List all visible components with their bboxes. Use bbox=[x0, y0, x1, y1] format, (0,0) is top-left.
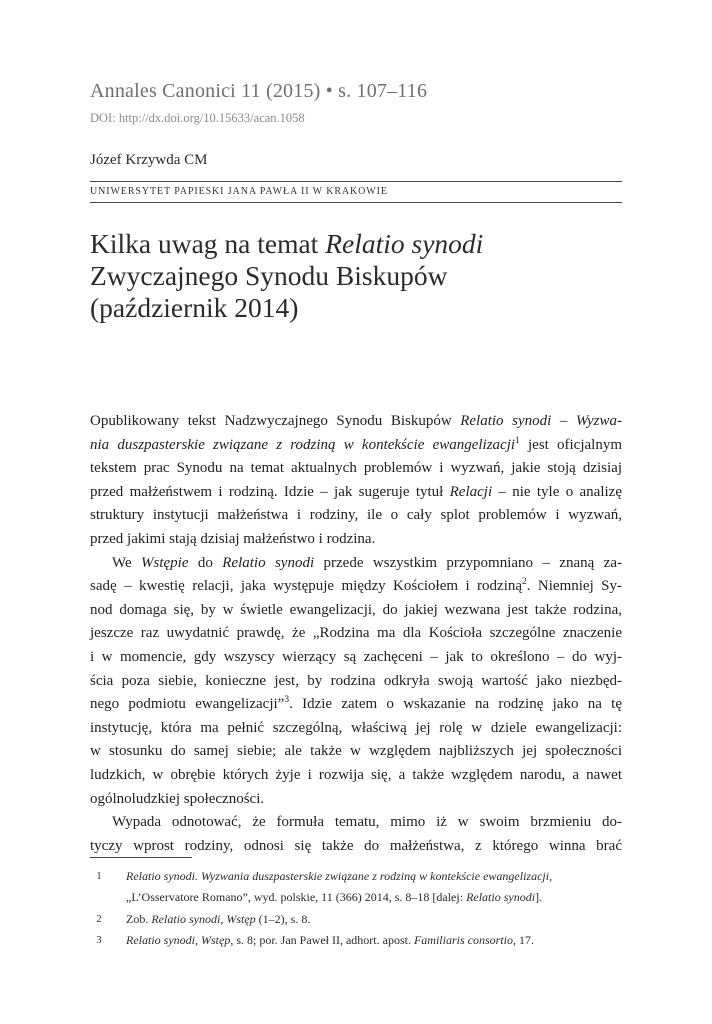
body-line: i w momencie, gdy wszyscy wierzący są zachęceni – jak to określono – do wyj- bbox=[90, 648, 622, 665]
body-line: We Wstępie do Relatio synodi przede wszystkim przypomniano – znaną za- bbox=[112, 554, 622, 571]
body-line: nia duszpasterskie związane z rodziną w kontekście ewangelizacji$^1$ jest oficjalnym bbox=[90, 435, 622, 453]
footnotes bbox=[90, 866, 632, 952]
body-line: nod domaga się, by w świetle ewangelizacji, do jakiej wezwana jest także rodzina, bbox=[90, 601, 622, 618]
body-line: ludzkich, w obrębie których żyje i rozwija się, a także względem narodu, a nawet bbox=[90, 766, 622, 783]
header-rule-top bbox=[90, 181, 622, 182]
body-line: ścia poza siebie, konieczne jest, by rodzina odkryła swoją wartość jako niezbęd- bbox=[90, 672, 622, 689]
author-affiliation: UNIWERSYTET PAPIESKI JANA PAWŁA II W KRAKOWIE bbox=[90, 186, 388, 197]
body-line: Opublikowany tekst Nadzwyczajnego Synodu Biskupów Relatio synodi – Wyzwa- bbox=[90, 413, 622, 429]
footnote-2: 2 Zob. Relatio synodi, Wstęp (1–2), s. 8. bbox=[90, 909, 632, 930]
body-line: przed jakimi stają dzisiaj małżeństwo i rodzina. bbox=[90, 530, 376, 547]
header-rule-bottom bbox=[90, 202, 622, 203]
body-line: Wypada odnotować, że formuła tematu, mimo iż w swoim brzmieniu do- bbox=[112, 814, 622, 831]
footnote-rule bbox=[90, 857, 192, 858]
footnote-ref-2[interactable]: 2 bbox=[522, 577, 527, 588]
body-line: instytucję, która ma pełnić szczególną, właściwą jej rolę w dziele ewangelizacji: bbox=[90, 719, 622, 736]
body-line: struktury instytucji małżeństwa i rodziny, ile o cały splot problemów i wyzwań, bbox=[90, 507, 622, 524]
footnote-number: 2 bbox=[96, 913, 102, 925]
footnote-ref-3[interactable]: 3 bbox=[284, 695, 290, 706]
body-line: sadę – kwestię relacji, jaka występuje między Kościołem i rodziną$^2$. Niemniej Sy- bbox=[90, 577, 623, 595]
doi-link[interactable]: DOI: http://dx.doi.org/10.15633/acan.1058 bbox=[90, 111, 305, 125]
body-line: przed małżeństwem i rodziną. Idzie – jak sugeruje tytuł Relacji – nie tyle o analizę bbox=[90, 483, 622, 500]
title-line-1: Kilka uwag na temat Relatio synodi bbox=[90, 228, 484, 259]
article-title bbox=[90, 228, 630, 324]
article-body bbox=[90, 410, 622, 858]
footnote-ref-1[interactable]: 1 bbox=[515, 435, 520, 446]
author-name: Józef Krzywda CM bbox=[90, 152, 208, 168]
footnote-number: 1 bbox=[96, 871, 102, 882]
body-line: jeszcze raz uwydatnić prawdę, że „Rodzina ma dla Kościoła szczególne znaczenie bbox=[90, 625, 622, 642]
journal-citation: Annales Canonici 11 (2015) • s. 107–116 bbox=[90, 80, 428, 102]
body-line: tyczy wprost rodziny, odnosi się także do małżeństwa, z którego winna brać bbox=[90, 837, 622, 854]
footnote-number: 3 bbox=[96, 935, 102, 947]
body-line: ogólnoludzkiej społeczności. bbox=[90, 790, 265, 807]
footnote-1: 1 Relatio synodi. Wyzwania duszpasterskie związane z rodziną w kontekście ewangelizacji, bbox=[90, 866, 632, 887]
title-line-2: Zwyczajnego Synodu Biskupów bbox=[90, 260, 448, 291]
body-line: w stosunku do samej siebie; ale także w względem najbliższych jej społeczności bbox=[90, 743, 622, 760]
body-line: tekstem prac Synodu na temat aktualnych problemów i wyzwań, jakie stoją dzisiaj bbox=[90, 460, 622, 477]
body-line: nego podmiotu ewangelizacji”$^3$. Idzie zatem o wskazanie na rodzinę jako na tę bbox=[90, 695, 622, 713]
footnote-1-continuation: „L’Osservatore Romano”, wyd. polskie, 11 (366) 2014, s. 8–18 [dalej: Relatio synodi]. bbox=[126, 890, 543, 905]
title-line-3: (październik 2014) bbox=[90, 292, 299, 323]
footnote-3: 3 Relatio synodi, Wstęp, s. 8; por. Jan Paweł II, adhort. apost. Familiaris consortio, 17. bbox=[90, 930, 632, 951]
